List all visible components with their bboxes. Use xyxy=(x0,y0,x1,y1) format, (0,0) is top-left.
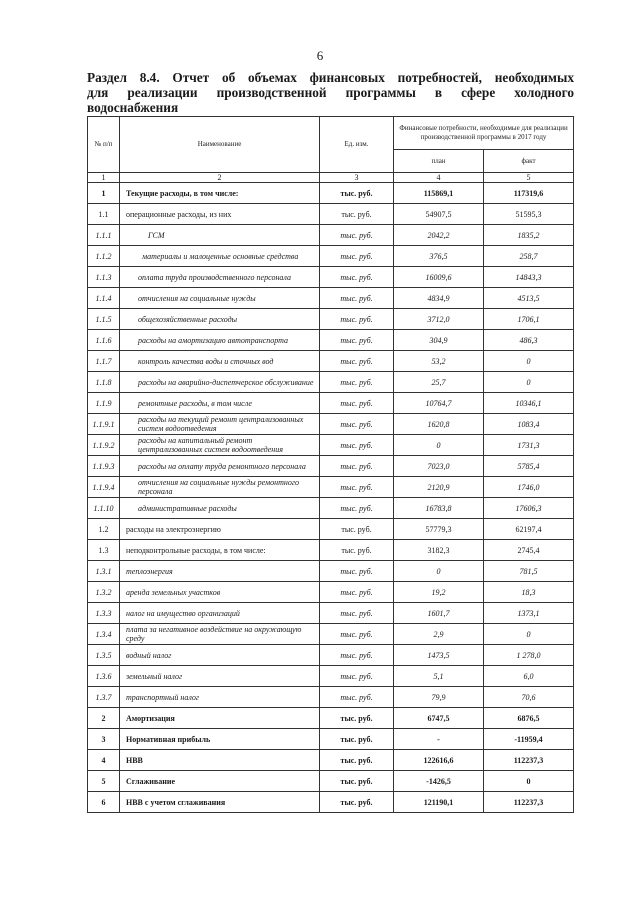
row-unit: тыс. руб. xyxy=(320,372,394,393)
table-row xyxy=(88,498,574,519)
row-unit: тыс. руб. xyxy=(320,267,394,288)
row-unit: тыс. руб. xyxy=(320,414,394,435)
row-fact-value: 117319,6 xyxy=(484,183,574,204)
table-row xyxy=(88,372,574,393)
row-unit: тыс. руб. xyxy=(320,246,394,267)
row-name: материалы и малоценные основные средства xyxy=(120,246,320,267)
row-name: земельный налог xyxy=(120,666,320,687)
table-row xyxy=(88,729,574,750)
row-fact-value: 70,6 xyxy=(484,687,574,708)
table-row xyxy=(88,414,574,435)
row-name: расходы на аварийно-диспетчерское обслуживание xyxy=(120,372,320,393)
row-fact-value: 112237,3 xyxy=(484,792,574,813)
row-name: расходы на текущий ремонт централизованных систем водоотведения xyxy=(120,414,320,435)
row-name: общехозяйственные расходы xyxy=(120,309,320,330)
row-plan-value: 4834,9 xyxy=(394,288,484,309)
table-header-row xyxy=(88,117,574,150)
row-name: Амортизация xyxy=(120,708,320,729)
row-plan-value: 1473,5 xyxy=(394,645,484,666)
row-number: 1.1.7 xyxy=(88,351,120,372)
row-number: 3 xyxy=(88,729,120,750)
column-index: 2 xyxy=(120,173,320,183)
table-row xyxy=(88,771,574,792)
heading-line-3: водоснабжения xyxy=(87,100,179,115)
row-fact-value: 486,3 xyxy=(484,330,574,351)
row-unit: тыс. руб. xyxy=(320,750,394,771)
row-plan-value: 122616,6 xyxy=(394,750,484,771)
table-row xyxy=(88,288,574,309)
row-unit: тыс. руб. xyxy=(320,792,394,813)
row-name: теплоэнергия xyxy=(120,561,320,582)
row-plan-value: 2,9 xyxy=(394,624,484,645)
section-heading xyxy=(87,70,574,115)
row-number: 1.1.9.4 xyxy=(88,477,120,498)
row-number: 1.1.6 xyxy=(88,330,120,351)
row-number: 1.1 xyxy=(88,204,120,225)
row-name: оплата труда производственного персонала xyxy=(120,267,320,288)
table-row xyxy=(88,792,574,813)
row-fact-value: -11959,4 xyxy=(484,729,574,750)
row-unit: тыс. руб. xyxy=(320,687,394,708)
row-fact-value: 4513,5 xyxy=(484,288,574,309)
row-fact-value: 1373,1 xyxy=(484,603,574,624)
table-row xyxy=(88,435,574,456)
row-fact-value: 0 xyxy=(484,372,574,393)
row-number: 4 xyxy=(88,750,120,771)
row-number: 1.1.3 xyxy=(88,267,120,288)
table-row xyxy=(88,582,574,603)
column-index-row xyxy=(88,173,574,183)
row-number: 1.3.7 xyxy=(88,687,120,708)
row-number: 1.1.8 xyxy=(88,372,120,393)
header-plan: план xyxy=(394,150,484,173)
row-plan-value: 16009,6 xyxy=(394,267,484,288)
table-row xyxy=(88,561,574,582)
row-number: 1.3.1 xyxy=(88,561,120,582)
row-unit: тыс. руб. xyxy=(320,498,394,519)
row-number: 1.1.9.3 xyxy=(88,456,120,477)
table-row xyxy=(88,477,574,498)
row-unit: тыс. руб. xyxy=(320,393,394,414)
row-unit: тыс. руб. xyxy=(320,330,394,351)
table-row xyxy=(88,393,574,414)
row-name: отчисления на социальные нужды xyxy=(120,288,320,309)
row-fact-value: 18,3 xyxy=(484,582,574,603)
table-row xyxy=(88,267,574,288)
row-unit: тыс. руб. xyxy=(320,540,394,561)
row-number: 1 xyxy=(88,183,120,204)
row-fact-value: 6,0 xyxy=(484,666,574,687)
row-plan-value: 25,7 xyxy=(394,372,484,393)
table-row xyxy=(88,246,574,267)
table-row xyxy=(88,645,574,666)
row-name: ремонтные расходы, в том числе xyxy=(120,393,320,414)
row-plan-value: 0 xyxy=(394,435,484,456)
row-name: расходы на оплату труда ремонтного персонала xyxy=(120,456,320,477)
row-plan-value: 376,5 xyxy=(394,246,484,267)
row-unit: тыс. руб. xyxy=(320,666,394,687)
row-unit: тыс. руб. xyxy=(320,225,394,246)
row-fact-value: 781,5 xyxy=(484,561,574,582)
row-number: 1.1.9.1 xyxy=(88,414,120,435)
row-plan-value: 3712,0 xyxy=(394,309,484,330)
row-plan-value: - xyxy=(394,729,484,750)
row-unit: тыс. руб. xyxy=(320,183,394,204)
row-plan-value: 54907,5 xyxy=(394,204,484,225)
row-fact-value: 62197,4 xyxy=(484,519,574,540)
row-unit: тыс. руб. xyxy=(320,204,394,225)
table-body xyxy=(88,183,574,813)
row-plan-value: 53,2 xyxy=(394,351,484,372)
row-plan-value: 79,9 xyxy=(394,687,484,708)
table-row xyxy=(88,687,574,708)
row-number: 1.1.9.2 xyxy=(88,435,120,456)
row-name: водный налог xyxy=(120,645,320,666)
header-num: № п/п xyxy=(88,117,120,173)
row-unit: тыс. руб. xyxy=(320,288,394,309)
row-fact-value: 0 xyxy=(484,771,574,792)
table-row xyxy=(88,708,574,729)
row-name: ГСМ xyxy=(120,225,320,246)
row-name: НВВ с учетом сглаживания xyxy=(120,792,320,813)
row-name: Нормативная прибыль xyxy=(120,729,320,750)
table-row xyxy=(88,519,574,540)
row-plan-value: 16783,8 xyxy=(394,498,484,519)
row-number: 6 xyxy=(88,792,120,813)
table-row xyxy=(88,540,574,561)
row-fact-value: 1 278,0 xyxy=(484,645,574,666)
row-fact-value: 258,7 xyxy=(484,246,574,267)
row-name: расходы на капитальный ремонт централизованных систем водоотведения xyxy=(120,435,320,456)
table-row xyxy=(88,225,574,246)
row-plan-value: 5,1 xyxy=(394,666,484,687)
row-number: 1.2 xyxy=(88,519,120,540)
row-number: 5 xyxy=(88,771,120,792)
row-unit: тыс. руб. xyxy=(320,771,394,792)
row-name: операционные расходы, из них xyxy=(120,204,320,225)
row-unit: тыс. руб. xyxy=(320,729,394,750)
header-unit: Ед. изм. xyxy=(320,117,394,173)
header-needs: Финансовые потребности, необходимые для реализации производственной программы в 2017 году xyxy=(394,117,574,150)
column-index: 5 xyxy=(484,173,574,183)
column-index: 3 xyxy=(320,173,394,183)
row-fact-value: 17606,3 xyxy=(484,498,574,519)
table-row xyxy=(88,183,574,204)
row-plan-value: 0 xyxy=(394,561,484,582)
row-name: налог на имущество организаций xyxy=(120,603,320,624)
row-unit: тыс. руб. xyxy=(320,435,394,456)
row-name: отчисления на социальные нужды ремонтного персонала xyxy=(120,477,320,498)
row-name: аренда земельных участков xyxy=(120,582,320,603)
row-number: 1.3.4 xyxy=(88,624,120,645)
row-fact-value: 0 xyxy=(484,624,574,645)
row-fact-value: 1706,1 xyxy=(484,309,574,330)
row-number: 1.3.2 xyxy=(88,582,120,603)
row-name: неподконтрольные расходы, в том числе: xyxy=(120,540,320,561)
row-fact-value: 0 xyxy=(484,351,574,372)
row-unit: тыс. руб. xyxy=(320,645,394,666)
row-number: 1.3.6 xyxy=(88,666,120,687)
row-unit: тыс. руб. xyxy=(320,624,394,645)
row-plan-value: 6747,5 xyxy=(394,708,484,729)
row-number: 1.3 xyxy=(88,540,120,561)
row-name: НВВ xyxy=(120,750,320,771)
row-plan-value: 57779,3 xyxy=(394,519,484,540)
row-unit: тыс. руб. xyxy=(320,351,394,372)
row-number: 1.1.2 xyxy=(88,246,120,267)
row-plan-value: 7023,0 xyxy=(394,456,484,477)
row-fact-value: 1731,3 xyxy=(484,435,574,456)
row-fact-value: 51595,3 xyxy=(484,204,574,225)
row-fact-value: 1746,0 xyxy=(484,477,574,498)
table-row xyxy=(88,456,574,477)
table-row xyxy=(88,309,574,330)
row-unit: тыс. руб. xyxy=(320,582,394,603)
row-name: административные расходы xyxy=(120,498,320,519)
page-number: 6 xyxy=(316,48,324,63)
row-fact-value: 1083,4 xyxy=(484,414,574,435)
row-fact-value: 5785,4 xyxy=(484,456,574,477)
row-unit: тыс. руб. xyxy=(320,309,394,330)
row-plan-value: 10764,7 xyxy=(394,393,484,414)
table-row xyxy=(88,351,574,372)
heading-line-2: для реализации производственной программы в сфере холодного xyxy=(87,85,574,100)
row-number: 1.1.10 xyxy=(88,498,120,519)
row-fact-value: 112237,3 xyxy=(484,750,574,771)
column-index: 1 xyxy=(88,173,120,183)
row-unit: тыс. руб. xyxy=(320,519,394,540)
row-plan-value: 2042,2 xyxy=(394,225,484,246)
row-number: 2 xyxy=(88,708,120,729)
row-plan-value: 304,9 xyxy=(394,330,484,351)
financial-needs-table xyxy=(87,116,574,813)
row-plan-value: 1601,7 xyxy=(394,603,484,624)
header-name: Наименование xyxy=(120,117,320,173)
row-number: 1.1.1 xyxy=(88,225,120,246)
table-row xyxy=(88,330,574,351)
row-name: Сглаживание xyxy=(120,771,320,792)
row-name: плата за негативное воздействие на окружающую среду xyxy=(120,624,320,645)
table-row xyxy=(88,603,574,624)
row-unit: тыс. руб. xyxy=(320,477,394,498)
row-name: расходы на амортизацию автотранспорта xyxy=(120,330,320,351)
row-unit: тыс. руб. xyxy=(320,603,394,624)
row-unit: тыс. руб. xyxy=(320,708,394,729)
table-row xyxy=(88,666,574,687)
row-fact-value: 10346,1 xyxy=(484,393,574,414)
row-number: 1.3.5 xyxy=(88,645,120,666)
row-fact-value: 14843,3 xyxy=(484,267,574,288)
row-name: транспортный налог xyxy=(120,687,320,708)
row-number: 1.1.4 xyxy=(88,288,120,309)
row-plan-value: 3182,3 xyxy=(394,540,484,561)
row-plan-value: 115869,1 xyxy=(394,183,484,204)
row-number: 1.1.9 xyxy=(88,393,120,414)
row-plan-value: -1426,5 xyxy=(394,771,484,792)
table-row xyxy=(88,750,574,771)
row-unit: тыс. руб. xyxy=(320,456,394,477)
table-row xyxy=(88,204,574,225)
table-row xyxy=(88,624,574,645)
row-name: Текущие расходы, в том числе: xyxy=(120,183,320,204)
row-plan-value: 2120,9 xyxy=(394,477,484,498)
row-number: 1.1.5 xyxy=(88,309,120,330)
row-plan-value: 121190,1 xyxy=(394,792,484,813)
row-plan-value: 1620,8 xyxy=(394,414,484,435)
row-fact-value: 1835,2 xyxy=(484,225,574,246)
column-index: 4 xyxy=(394,173,484,183)
row-fact-value: 2745,4 xyxy=(484,540,574,561)
header-fact: факт xyxy=(484,150,574,173)
row-number: 1.3.3 xyxy=(88,603,120,624)
heading-line-1: Раздел 8.4. Отчет об объемах финансовых потребностей, необходимых xyxy=(87,70,574,85)
row-fact-value: 6876,5 xyxy=(484,708,574,729)
row-name: расходы на электроэнергию xyxy=(120,519,320,540)
row-name: контроль качества воды и сточных вод xyxy=(120,351,320,372)
row-plan-value: 19,2 xyxy=(394,582,484,603)
row-unit: тыс. руб. xyxy=(320,561,394,582)
